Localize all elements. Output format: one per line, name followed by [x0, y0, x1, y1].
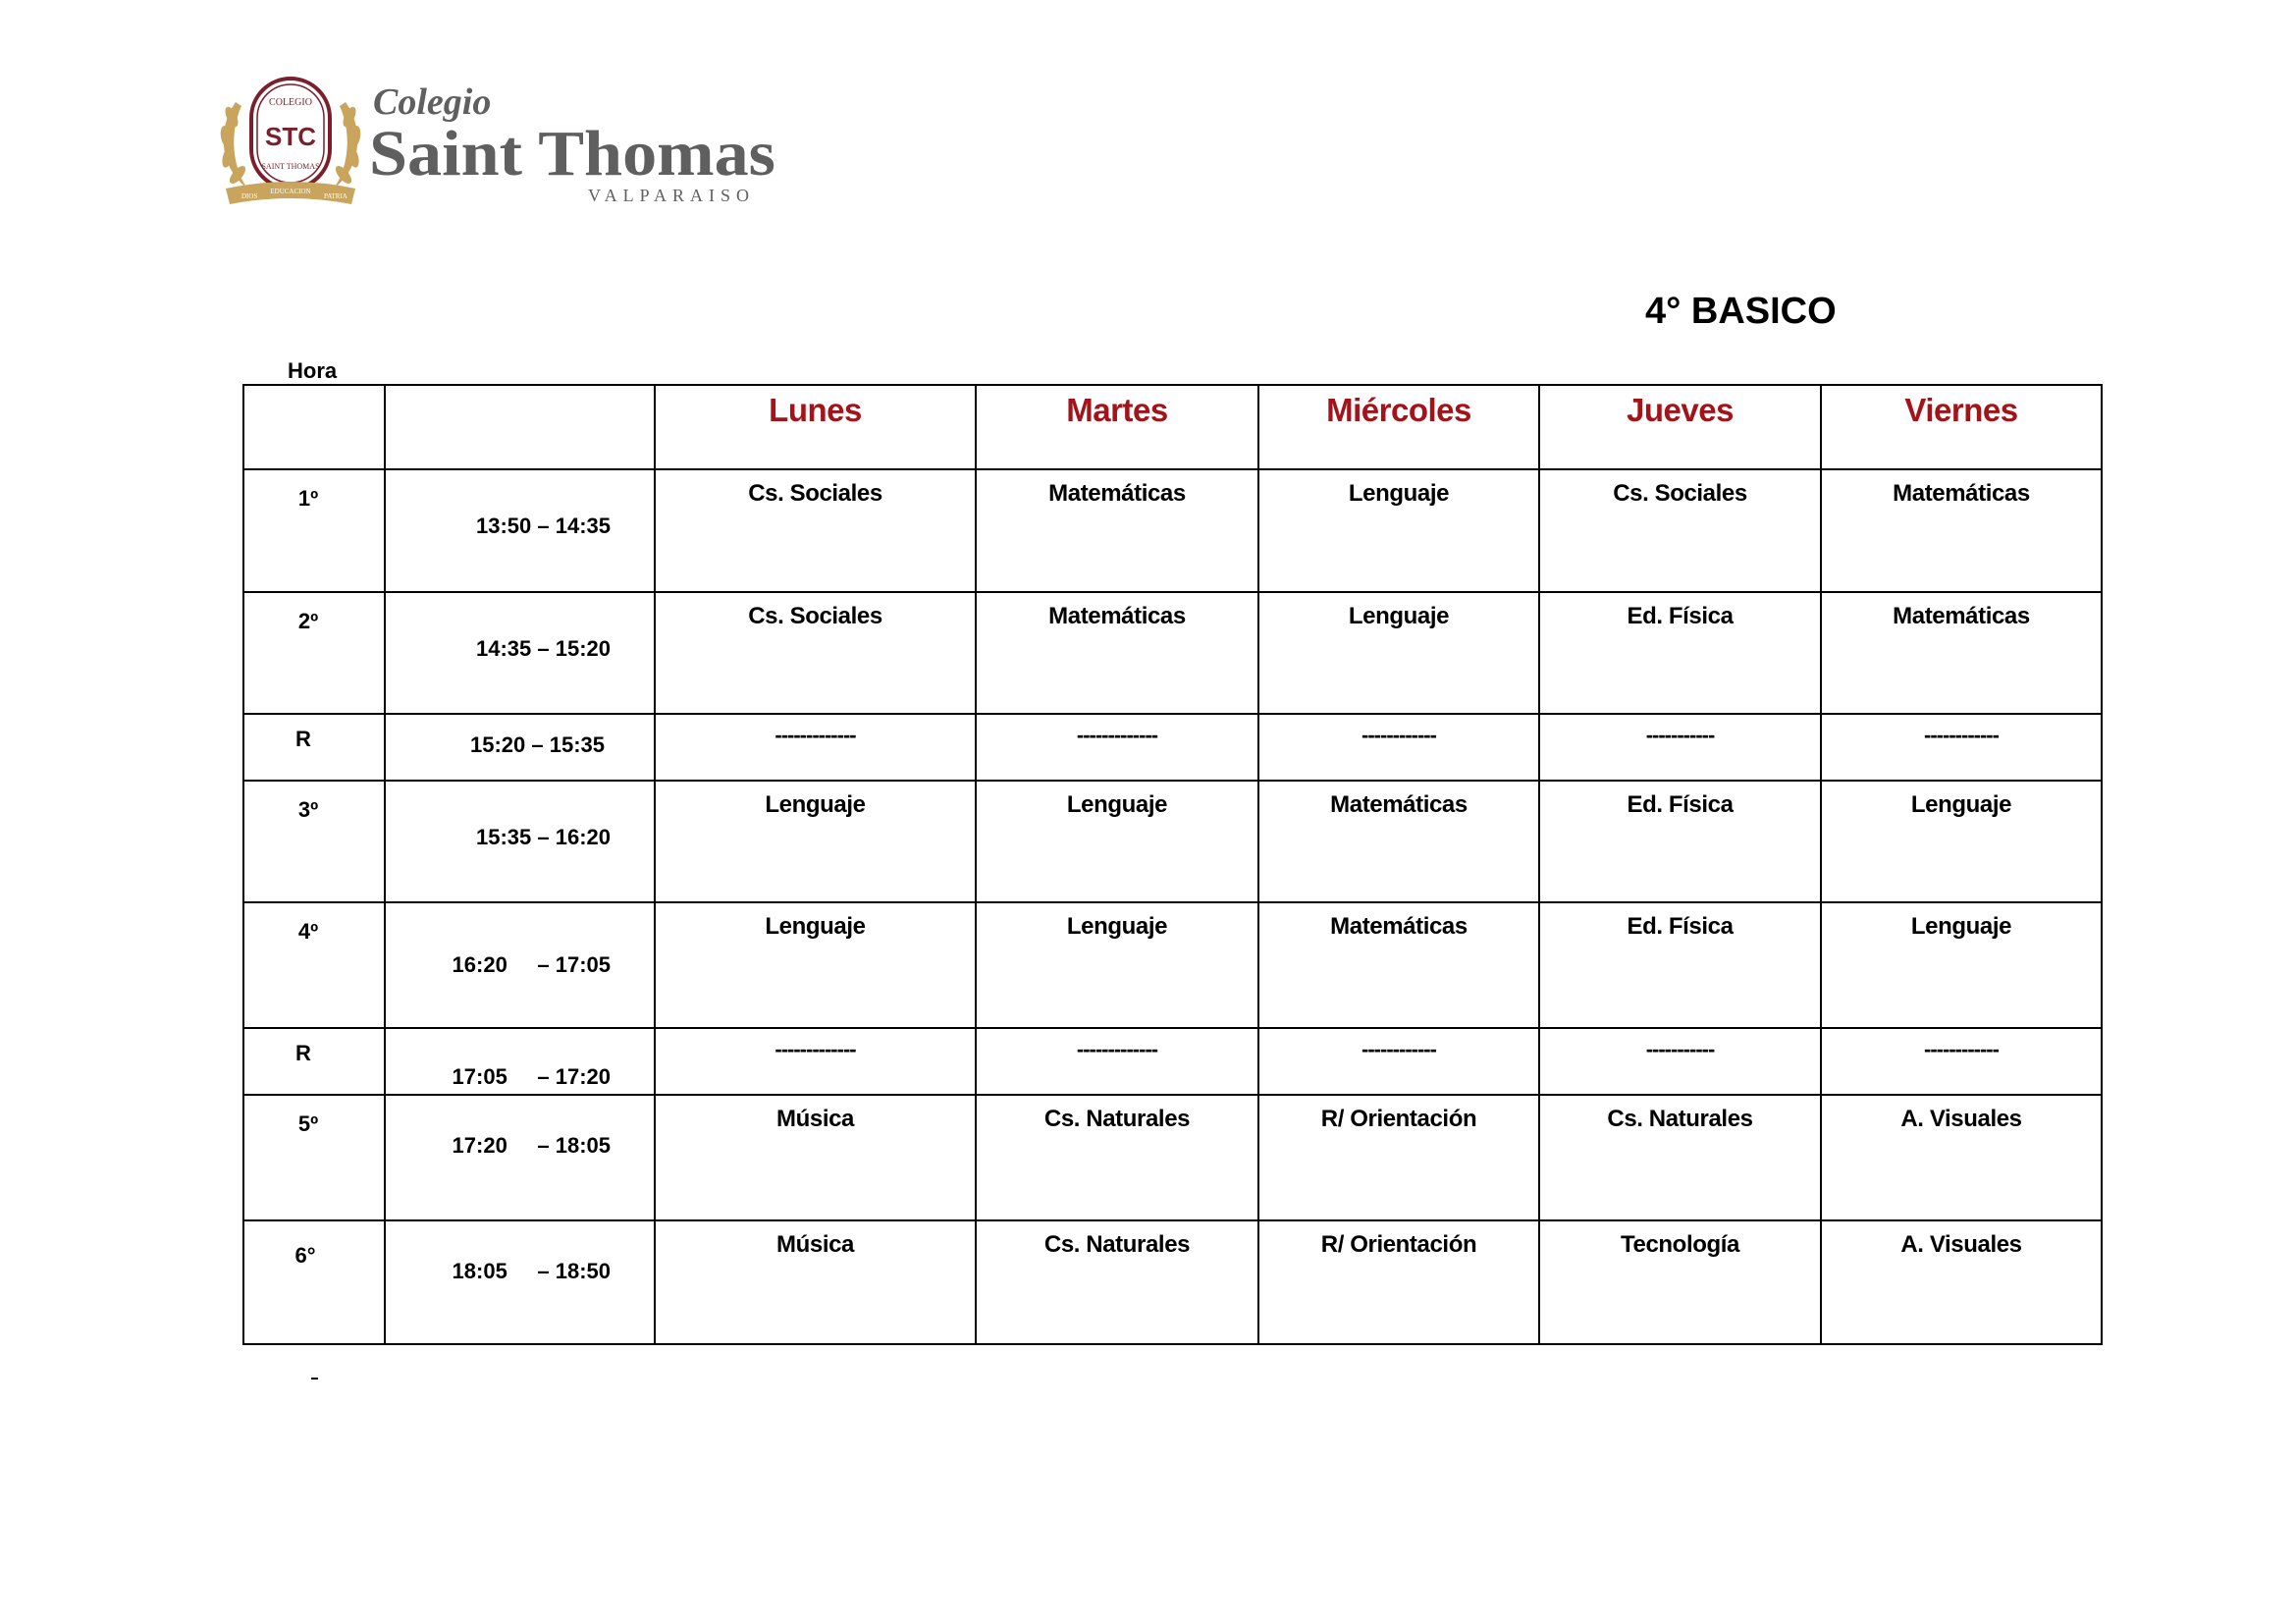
subject-cell: Lenguaje: [1821, 781, 2102, 902]
subject-cell: Cs. Naturales: [1539, 1095, 1821, 1220]
time-cell: 17:05 – 17:20: [385, 1028, 655, 1095]
page-title: 4° BASICO: [1645, 291, 1837, 332]
svg-text:SAINT THOMAS: SAINT THOMAS: [261, 162, 320, 171]
subject-cell: Matemáticas: [976, 592, 1258, 714]
svg-text:PATRIA: PATRIA: [324, 192, 347, 200]
subject-cell: Ed. Física: [1539, 592, 1821, 714]
wordmark-colegio: Colegio: [373, 81, 492, 123]
recess-cell: ------------: [1821, 714, 2102, 781]
table-header-row: [243, 385, 2102, 469]
subject-cell: Matemáticas: [1821, 469, 2102, 592]
time-cell: 13:50 – 14:35: [385, 469, 655, 592]
table-row: [243, 592, 2102, 714]
time-cell: 15:20 – 15:35: [385, 714, 655, 781]
period-cell: 6°: [243, 1220, 385, 1344]
seal-icon: [251, 79, 330, 189]
stray-dash-mark: [311, 1378, 318, 1380]
subject-cell: R/ Orientación: [1258, 1095, 1539, 1220]
table-row: [243, 902, 2102, 1028]
svg-text:EDUCACION: EDUCACION: [270, 188, 311, 195]
table-row: [243, 1220, 2102, 1344]
svg-text:STC: STC: [265, 122, 316, 151]
wordmark-saint-thomas: Saint Thomas: [369, 118, 775, 189]
header-cell-lunes: Lunes: [655, 385, 976, 469]
subject-cell: Cs. Sociales: [1539, 469, 1821, 592]
header-cell-martes: Martes: [976, 385, 1258, 469]
subject-cell: Lenguaje: [1258, 592, 1539, 714]
school-logo: [218, 73, 782, 210]
subject-cell: Lenguaje: [976, 781, 1258, 902]
time-cell: 14:35 – 15:20: [385, 592, 655, 714]
subject-cell: Tecnología: [1539, 1220, 1821, 1344]
header-cell-jueves: Jueves: [1539, 385, 1821, 469]
recess-cell: -----------: [1539, 1028, 1821, 1095]
ribbon-icon: [226, 182, 355, 204]
table-row-recess: [243, 714, 2102, 781]
recess-cell: -------------: [655, 714, 976, 781]
period-cell: R: [243, 714, 385, 781]
recess-cell: -------------: [976, 1028, 1258, 1095]
subject-cell: A. Visuales: [1821, 1220, 2102, 1344]
table-row: [243, 1095, 2102, 1220]
recess-cell: ------------: [1821, 1028, 2102, 1095]
period-cell: 3º: [243, 781, 385, 902]
header-cell-viernes: Viernes: [1821, 385, 2102, 469]
time-cell: 16:20 – 17:05: [385, 902, 655, 1028]
period-cell: 2º: [243, 592, 385, 714]
subject-cell: Matemáticas: [1258, 781, 1539, 902]
schedule-table: [242, 384, 2103, 1345]
time-cell: 15:35 – 16:20: [385, 781, 655, 902]
table-row: [243, 469, 2102, 592]
header-cell-time: [385, 385, 655, 469]
subject-cell: R/ Orientación: [1258, 1220, 1539, 1344]
period-cell: 1º: [243, 469, 385, 592]
table-row-recess: [243, 1028, 2102, 1095]
wordmark-city: VALPARAISO: [588, 186, 756, 205]
subject-cell: Lenguaje: [1821, 902, 2102, 1028]
subject-cell: Cs. Sociales: [655, 469, 976, 592]
header-cell-period: [243, 385, 385, 469]
subject-cell: Ed. Física: [1539, 781, 1821, 902]
subject-cell: A. Visuales: [1821, 1095, 2102, 1220]
svg-text:COLEGIO: COLEGIO: [269, 97, 312, 108]
period-cell: R: [243, 1028, 385, 1095]
recess-cell: -----------: [1539, 714, 1821, 781]
subject-cell: Lenguaje: [655, 781, 976, 902]
period-cell: 4º: [243, 902, 385, 1028]
header-cell-miercoles: Miércoles: [1258, 385, 1539, 469]
recess-cell: -------------: [976, 714, 1258, 781]
recess-cell: ------------: [1258, 714, 1539, 781]
period-cell: 5º: [243, 1095, 385, 1220]
table-row: [243, 781, 2102, 902]
recess-cell: -------------: [655, 1028, 976, 1095]
subject-cell: Música: [655, 1220, 976, 1344]
svg-text:DIOS: DIOS: [241, 192, 258, 200]
hora-label: Hora: [288, 358, 338, 383]
time-cell: 17:20 – 18:05: [385, 1095, 655, 1220]
subject-cell: Lenguaje: [976, 902, 1258, 1028]
subject-cell: Lenguaje: [1258, 469, 1539, 592]
subject-cell: Matemáticas: [1821, 592, 2102, 714]
time-cell: 18:05 – 18:50: [385, 1220, 655, 1344]
subject-cell: Ed. Física: [1539, 902, 1821, 1028]
subject-cell: Cs. Naturales: [976, 1220, 1258, 1344]
subject-cell: Matemáticas: [976, 469, 1258, 592]
subject-cell: Matemáticas: [1258, 902, 1539, 1028]
subject-cell: Cs. Naturales: [976, 1095, 1258, 1220]
recess-cell: ------------: [1258, 1028, 1539, 1095]
subject-cell: Cs. Sociales: [655, 592, 976, 714]
subject-cell: Música: [655, 1095, 976, 1220]
subject-cell: Lenguaje: [655, 902, 976, 1028]
